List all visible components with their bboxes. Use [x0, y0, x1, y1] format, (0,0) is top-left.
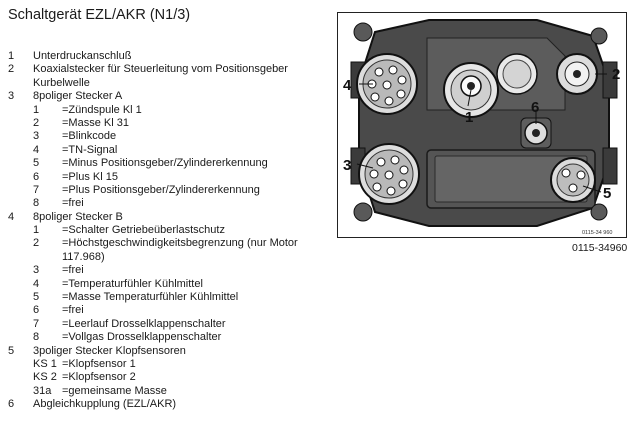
callout-3: 3 — [343, 157, 352, 174]
legend-subitem — [0, 331, 330, 344]
control-unit-diagram — [337, 12, 627, 238]
legend-text: =Höchstgeschwindigkeitsbegrenzung (nur Motor 117.968) — [62, 237, 298, 263]
legend-subitem — [0, 197, 330, 210]
legend-item — [0, 345, 330, 358]
legend-text: =frei — [62, 197, 84, 210]
legend-text: 8poliger Stecker A — [33, 90, 123, 103]
legend-subitem — [0, 264, 330, 277]
legend-subitem — [0, 237, 330, 264]
legend-subitem — [0, 117, 330, 130]
legend-text: =Blinkcode — [62, 130, 117, 143]
legend-num: 5 — [8, 344, 15, 357]
legend-num: 4 — [33, 143, 40, 156]
boss-icon — [497, 54, 537, 94]
legend-item — [0, 50, 330, 63]
legend-text: =TN-Signal — [62, 143, 118, 156]
legend-num: 31a — [33, 384, 52, 397]
legend-text: =Klopfsensor 2 — [62, 371, 136, 384]
callout-4: 4 — [343, 77, 352, 94]
legend-num: 1 — [8, 50, 15, 62]
legend-num: 2 — [8, 63, 15, 76]
legend-item — [0, 398, 330, 411]
legend-subitem — [0, 157, 330, 170]
legend-text: Koaxialstecker für Steuerleitung vom Positionsgeber Kurbelwelle — [33, 63, 288, 89]
legend-num: 6 — [33, 170, 40, 183]
coax-connector-icon — [557, 54, 597, 94]
legend-text: =Temperaturfühler Kühlmittel — [62, 277, 203, 290]
legend-num: 3 — [8, 90, 15, 103]
legend-subitem — [0, 171, 330, 184]
legend-num: 5 — [33, 157, 40, 170]
legend-subitem — [0, 291, 330, 304]
figure-caption: 0115-34960 — [572, 242, 628, 254]
legend-text: Unterdruckanschluß — [33, 50, 132, 62]
legend-text: =frei — [62, 264, 84, 277]
legend-num: 1 — [33, 224, 40, 237]
legend-num: 2 — [33, 116, 40, 129]
legend-subitem — [0, 318, 330, 331]
legend-num: 1 — [33, 103, 40, 116]
callout-5: 5 — [603, 185, 612, 202]
legend-num: 4 — [8, 210, 15, 223]
legend-num: KS 1 — [33, 358, 57, 371]
legend-text: =Schalter Getriebeüberlastschutz — [62, 224, 225, 237]
legend-text: =Minus Positionsgeber/Zylindererkennung — [62, 157, 268, 170]
legend-num: 2 — [33, 237, 40, 250]
knock-sensor-connector-icon — [551, 158, 595, 202]
legend-num: 7 — [33, 183, 40, 196]
legend-text: =Vollgas Drosselklappenschalter — [62, 331, 222, 344]
legend-text: =gemeinsame Masse — [62, 384, 167, 397]
legend-subitem — [0, 184, 330, 197]
legend-num: 8 — [33, 331, 40, 344]
legend-num: 5 — [33, 291, 40, 304]
legend-text: 3poliger Stecker Klopfsensoren — [33, 344, 186, 357]
legend-text: =Masse Temperaturfühler Kühlmittel — [62, 291, 239, 304]
callout-2: 2 — [612, 66, 621, 83]
legend-text: =Plus Positionsgeber/Zylindererkennung — [62, 183, 260, 196]
connector-a-icon — [359, 144, 419, 204]
callout-6: 6 — [531, 99, 540, 116]
legend-subitem — [0, 104, 330, 117]
legend-num: 7 — [33, 317, 40, 330]
legend-subitem — [0, 385, 330, 398]
legend-num: 8 — [33, 197, 40, 210]
legend-text: =Klopfsensor 1 — [62, 358, 136, 371]
legend-num: 4 — [33, 277, 40, 290]
page-title: Schaltgerät EZL/AKR (N1/3) — [8, 7, 191, 23]
legend-num: 6 — [8, 398, 15, 411]
legend-text: 8poliger Stecker B — [33, 210, 123, 223]
legend-num: KS 2 — [33, 371, 57, 384]
callout-1: 1 — [465, 109, 474, 126]
legend-num: 6 — [33, 304, 40, 317]
legend-subitem — [0, 304, 330, 317]
legend-text: Abgleichkupplung (EZL/AKR) — [33, 398, 177, 411]
legend-text: =Masse Kl 31 — [62, 116, 129, 129]
legend-item — [0, 90, 330, 103]
legend-text: =Leerlauf Drosselklappenschalter — [62, 317, 226, 330]
legend-subitem — [0, 278, 330, 291]
legend-subitem — [0, 371, 330, 384]
legend-num: 3 — [33, 130, 40, 143]
legend-item — [0, 63, 330, 90]
legend-subitem — [0, 130, 330, 143]
legend-subitem — [0, 144, 330, 157]
legend-num: 3 — [33, 264, 40, 277]
legend-text: =frei — [62, 304, 84, 317]
legend-list — [0, 50, 330, 412]
legend-subitem — [0, 224, 330, 237]
legend-text: =Zündspule Kl 1 — [62, 103, 142, 116]
legend-text: =Plus Kl 15 — [62, 170, 118, 183]
legend-subitem — [0, 358, 330, 371]
figure-code-small: 0115-34 960 — [582, 230, 613, 236]
legend-item — [0, 211, 330, 224]
